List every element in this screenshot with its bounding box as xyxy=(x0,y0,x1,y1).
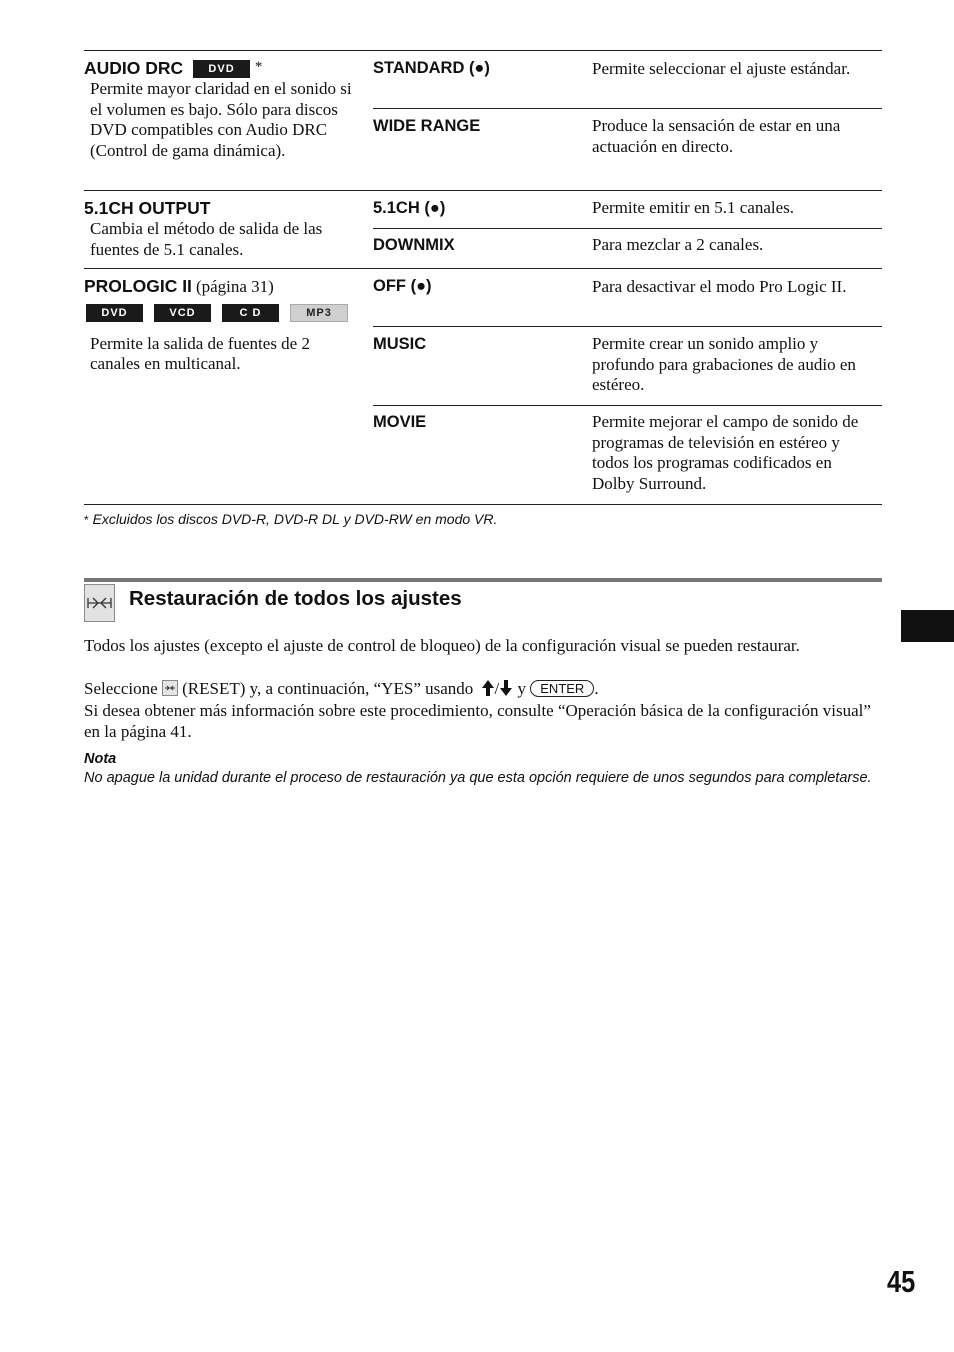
option-rule xyxy=(373,405,882,406)
section-header-bar xyxy=(84,578,882,582)
table-bottom-rule xyxy=(84,504,882,505)
disc-badges xyxy=(86,304,350,324)
row-rule xyxy=(84,268,882,269)
footnote-mark: * xyxy=(84,513,89,527)
dvd-badge: DVD xyxy=(86,304,143,322)
option-rule xyxy=(373,326,882,327)
option-rule xyxy=(373,228,882,229)
option-label: MUSIC xyxy=(373,335,427,353)
page-reference: (página 31) xyxy=(195,277,274,296)
option-label: MOVIE xyxy=(373,413,427,431)
para2-period: . xyxy=(594,679,599,698)
table-top-rule xyxy=(84,50,882,51)
vcd-badge: VCD xyxy=(154,304,211,322)
row-51ch-output xyxy=(84,198,360,260)
section-paragraph-1: Todos los ajustes (excepto el ajuste de control de bloqueo) de la configuración visual se pueden restaurar. xyxy=(84,636,800,655)
para2-and-text: y xyxy=(517,679,527,698)
option-label: OFF (●) xyxy=(373,277,432,295)
setting-description: Permite mayor claridad en el sonido si el volumen es bajo. Sólo para discos DVD compatibles con Audio DRC (Control de gama dinámica). xyxy=(90,79,352,160)
arrow-up-icon xyxy=(481,679,495,697)
row-prologic-ii xyxy=(84,276,350,375)
row-rule xyxy=(84,190,882,191)
option-rule xyxy=(373,108,882,109)
reset-arrows-graphic xyxy=(85,585,114,621)
reset-settings-icon xyxy=(84,584,115,622)
section-paragraph-3: Si desea obtener más información sobre este procedimiento, consulte “Operación básica de la configuración visual” en la página 41. xyxy=(84,701,871,741)
option-desc: Permite mejorar el campo de sonido de programas de televisión en estéreo y todos los programas codificados en Dolby Surround. xyxy=(592,412,859,493)
footnote xyxy=(84,511,497,529)
para2-reset-text: (RESET) y, a continuación, “YES” usando xyxy=(182,679,474,698)
setting-description: Permite la salida de fuentes de 2 canales en multicanal. xyxy=(90,333,310,373)
option-label: STANDARD (●) xyxy=(373,59,490,77)
arrow-down-icon xyxy=(499,679,513,697)
option-desc: Permite seleccionar el ajuste estándar. xyxy=(592,59,851,78)
dvd-badge: DVD xyxy=(193,60,250,78)
mp3-badge: MP3 xyxy=(290,304,348,322)
row-audio-drc xyxy=(84,57,360,161)
option-desc: Para desactivar el modo Pro Logic II. xyxy=(592,277,847,296)
option-label: 5.1CH (●) xyxy=(373,199,446,217)
asterisk: * xyxy=(254,59,263,75)
para2-select-text: Seleccione xyxy=(84,679,158,698)
option-desc: Produce la sensación de estar en una actuación en directo. xyxy=(592,116,841,156)
cd-badge: C D xyxy=(222,304,279,322)
option-label: DOWNMIX xyxy=(373,236,455,254)
option-desc: Permite emitir en 5.1 canales. xyxy=(592,198,795,217)
option-label: WIDE RANGE xyxy=(373,117,481,135)
note-text: No apague la unidad durante el proceso de restauración ya que esta opción requiere de unos segundos para completarse. xyxy=(84,770,872,786)
section-paragraph-2 xyxy=(84,679,884,700)
section-thumb-tab xyxy=(901,610,954,642)
footnote-text: Excluidos los discos DVD-R, DVD-R DL y DVD-RW en modo VR. xyxy=(92,511,498,527)
arrow-separator: / xyxy=(494,679,500,698)
setting-description: Cambia el método de salida de las fuentes de 5.1 canales. xyxy=(90,219,323,259)
section-title: Restauración de todos los ajustes xyxy=(129,587,462,610)
setting-name: 5.1CH OUTPUT xyxy=(84,198,211,218)
page-number: 45 xyxy=(887,1264,916,1299)
note-title: Nota xyxy=(84,751,117,767)
setting-name: AUDIO DRC xyxy=(84,58,184,78)
option-desc: Para mezclar a 2 canales. xyxy=(592,235,764,254)
enter-key: ENTER xyxy=(530,680,594,697)
reset-icon xyxy=(162,680,178,696)
option-desc: Permite crear un sonido amplio y profundo para grabaciones de audio en estéreo. xyxy=(592,334,856,394)
setting-name: PROLOGIC II xyxy=(84,276,192,296)
